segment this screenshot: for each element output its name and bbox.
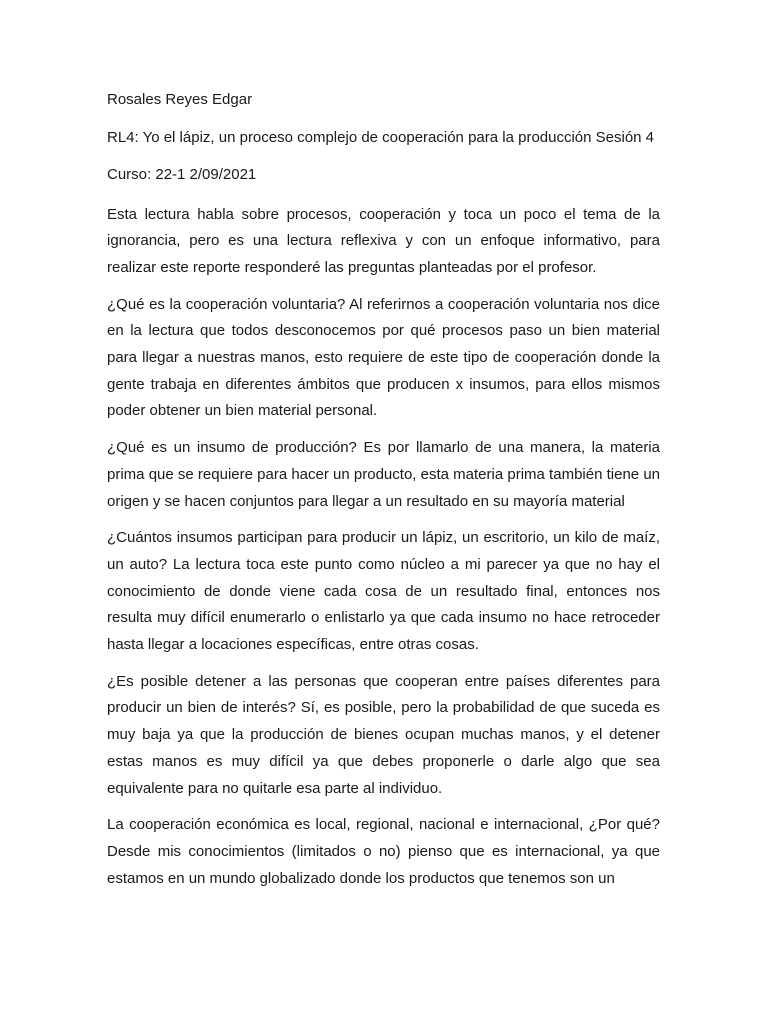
document-title: RL4: Yo el lápiz, un proceso complejo de cooperación para la producción Sesión 4 xyxy=(107,128,655,146)
paragraph-intro: Esta lectura habla sobre procesos, cooperación y toca un poco el tema de la ignorancia, pero es una lectura reflexiva y con un enfoque informativo, para realizar este reporte responderé las preguntas planteadas por el profesor. xyxy=(107,205,660,276)
paragraph-cooperacion-voluntaria: ¿Qué es la cooperación voluntaria? Al referirnos a cooperación voluntaria nos dice en la lectura que todos desconocemos por qué procesos paso un bien material para llegar a nuestras manos, esto requiere de este tipo de cooperación donde la gente trabaja en diferentes ámbitos que producen x insumos, para ellos mismos poder obtener un bien material personal. xyxy=(107,295,660,420)
document-page xyxy=(107,89,660,902)
course-info: Curso: 22-1 2/09/2021 xyxy=(107,166,257,183)
author-name: Rosales Reyes Edgar xyxy=(107,91,253,108)
paragraph-insumo-produccion: ¿Qué es un insumo de producción? Es por llamarlo de una manera, la materia prima que se requiere para hacer un producto, esta materia prima también tiene un origen y se hacen conjuntos para llegar a un resultado en su mayoría material xyxy=(107,439,660,510)
paragraph-cuantos-insumos: ¿Cuántos insumos participan para producir un lápiz, un escritorio, un kilo de maíz, un auto? La lectura toca este punto como núcleo a mi parecer ya que no hay el conocimiento de donde viene cada cosa de un resultado final, entonces nos resulta muy difícil enumerarlo o enlistarlo ya que cada insumo no hace retroceder hasta llegar a locaciones específicas, entre otras cosas. xyxy=(107,529,660,654)
paragraph-detener-personas: ¿Es posible detener a las personas que cooperan entre países diferentes para producir un bien de interés? Sí, es posible, pero la probabilidad de que suceda es muy baja ya que la producción de bienes ocupan muchas manos, y el detener estas manos es muy difícil ya que debes proponerle o darle algo que sea equivalente para no quitarle esa parte al individuo. xyxy=(107,672,660,797)
paragraph-cooperacion-economica: La cooperación económica es local, regional, nacional e internacional, ¿Por qué? Desde mis conocimientos (limitados o no) pienso que es internacional, ya que estamos en un mundo globalizado donde los productos que tenemos son un xyxy=(107,816,660,887)
